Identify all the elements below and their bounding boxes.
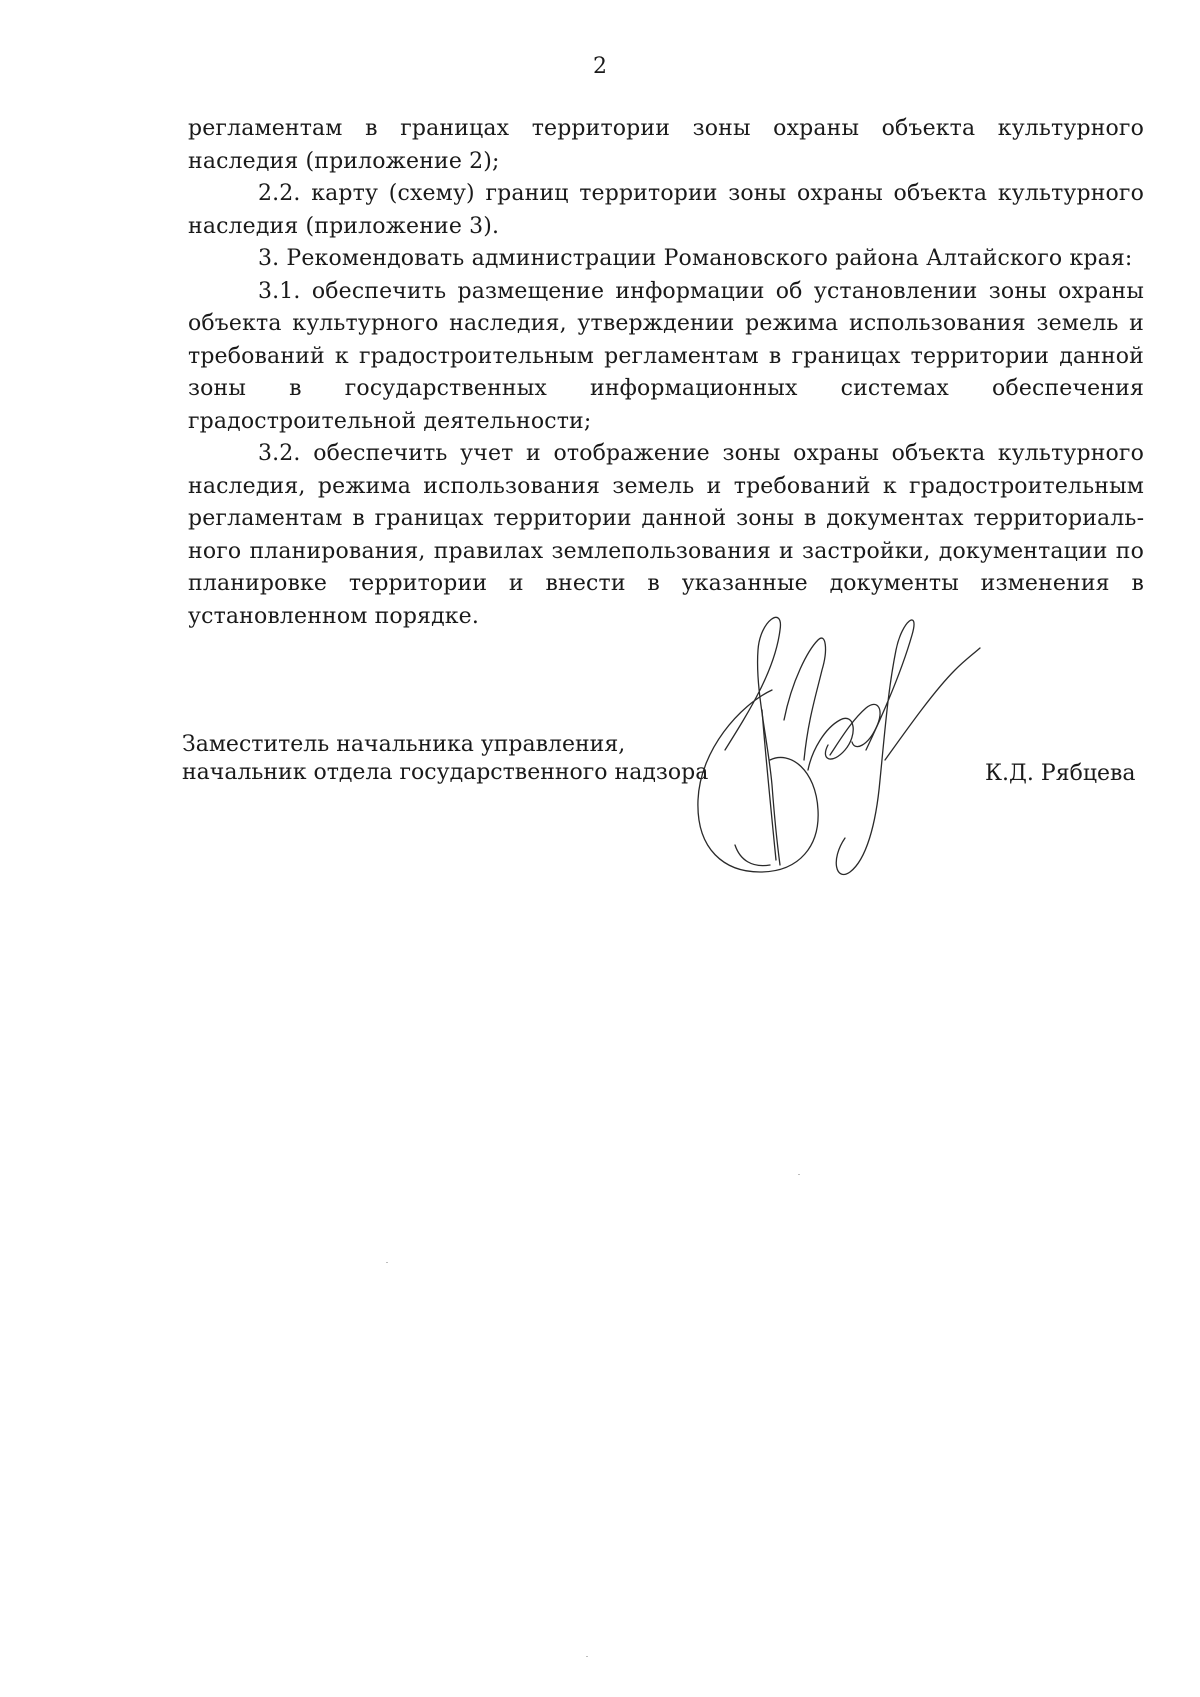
paragraph-3: 3. Рекомендовать администрации Романовского района Алтайского края: <box>258 246 1133 271</box>
document-body <box>188 113 1144 633</box>
paragraph-2-2: 2.2. карту (схему) границ территории зоны охраны объекта культурного наследия (приложение 3). <box>188 181 1144 239</box>
signer-name: К.Д. Рябцева <box>985 761 1136 786</box>
scan-speck <box>586 1656 588 1657</box>
page-number: 2 <box>593 54 607 79</box>
signer-position-line-2: начальник отдела государственного надзора <box>182 760 709 785</box>
signer-position-line-1: Заместитель начальника управления, <box>182 732 626 757</box>
scan-speck <box>386 1262 388 1263</box>
paragraph-continuation: регламентам в границах территории зоны охраны объекта культурного наследия (приложение 2); <box>188 116 1144 174</box>
paragraph-3-1: 3.1. обеспечить размещение информации об установлении зоны охраны объекта культурного наследия, утверждении режима использования земель и требований к градостроительным регламентам в границах территории данной зоны в государственных информационных системах обеспечения градостроительной деятельности; <box>188 278 1144 434</box>
signer-position <box>182 731 722 787</box>
scan-speck <box>798 1174 800 1175</box>
paragraph-3-2: 3.2. обеспечить учет и отображение зоны охраны объекта культурного наследия, режима использования земель и требований к градостроительным регламентам в границах территории данной зоны в документах территориального планирования, правилах землепользования и застройки, документации по планировке территории и внести в указанные документы изменения в установленном порядке. <box>188 441 1144 629</box>
handwritten-signature <box>680 610 1020 900</box>
